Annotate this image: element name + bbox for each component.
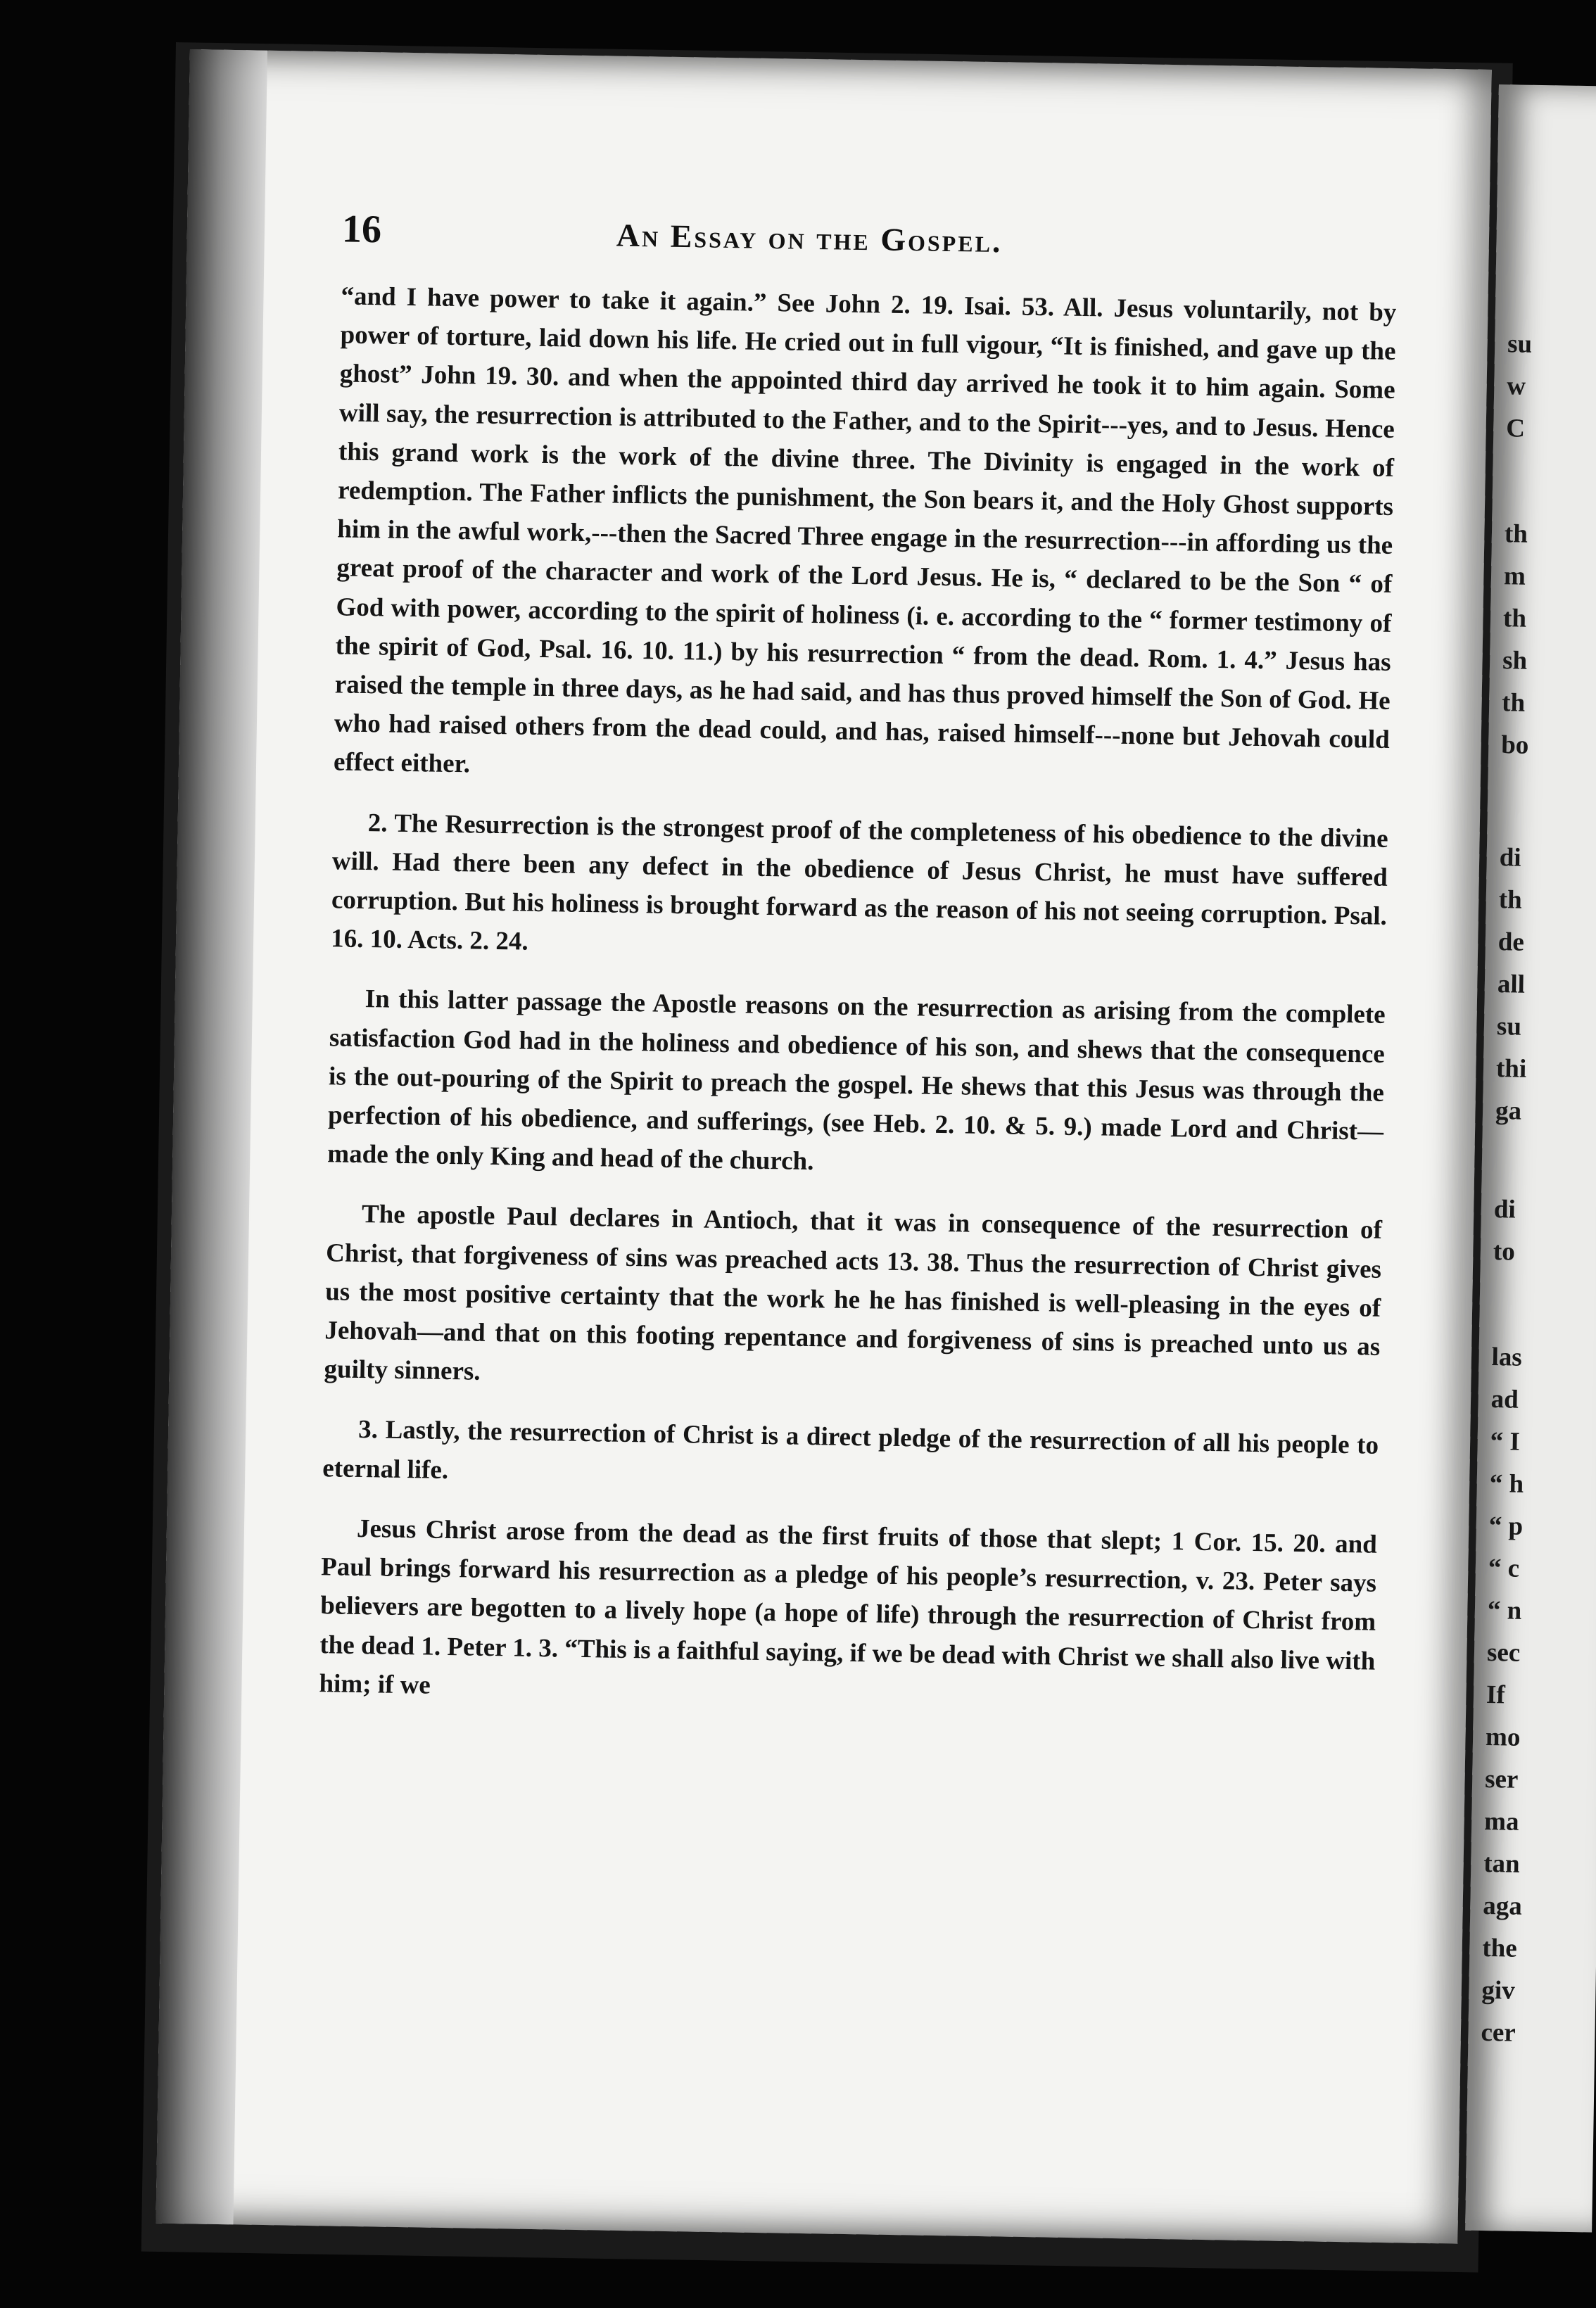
facing-page-fragment: ma	[1483, 1806, 1519, 1837]
facing-page-fragment: thi	[1495, 1054, 1527, 1084]
facing-page-fragment: de	[1497, 927, 1525, 957]
facing-page-fragment: th	[1504, 519, 1528, 549]
facing-page-fragment: giv	[1481, 1975, 1516, 2005]
facing-page-fragment: su	[1496, 1012, 1522, 1041]
facing-page-fragment: to	[1493, 1237, 1516, 1267]
facing-page-fragment: su	[1507, 329, 1533, 359]
facing-page-fragment: the	[1482, 1933, 1518, 1963]
facing-page-fragment: ad	[1490, 1385, 1519, 1414]
facing-page-fragment: di	[1493, 1195, 1516, 1224]
facing-page-fragment: ga	[1495, 1096, 1522, 1126]
paragraph-3: In this latter passage the Apostle reasons on the resurrection as arising from the complete satisfaction God had in the holiness and obedience of his son, and shews that the consequence is the out-pouring of the Spirit to preach the gospel. He shews that this Jesus was through the perfection of his obedience, and sufferings, (see Heb. 2. 10. & 5. 9.) made Lord and Christ—made the only King and head of the church.	[327, 984, 1386, 1177]
facing-page-fragment: cer	[1481, 2017, 1516, 2048]
paragraph-5: 3. Lastly, the resurrection of Christ is a direct pledge of the resurrection of all his people to eternal life.	[322, 1415, 1379, 1485]
facing-page-fragment: th	[1501, 688, 1526, 718]
facing-page-fragment: m	[1503, 562, 1526, 591]
page-number: 16	[341, 207, 382, 252]
facing-page-fragments	[1481, 84, 1596, 2048]
facing-page-fragment: “ p	[1488, 1511, 1524, 1541]
facing-page-fragment: “ I	[1490, 1427, 1521, 1457]
facing-page-fragment: “ h	[1489, 1469, 1524, 1499]
facing-page-fragment: “ c	[1488, 1554, 1520, 1583]
paragraph-2: 2. The Resurrection is the strongest proof of the completeness of his obedience to the divine will. Had there been any defect in the obedience of Jesus Christ, he must have suffered corruption. But his holiness is brought forward as the reason of his not seeing corruption. Psal. 16. 10. Acts. 2. 24.	[330, 808, 1388, 956]
facing-page-fragment: di	[1499, 843, 1521, 873]
facing-page-fragment: tan	[1483, 1849, 1521, 1879]
facing-page-fragment: sh	[1502, 646, 1528, 676]
facing-page-fragment: th	[1502, 604, 1527, 633]
facing-page-fragment: aga	[1483, 1891, 1523, 1921]
facing-page-fragment: las	[1491, 1343, 1523, 1372]
facing-page-fragment: C	[1506, 414, 1526, 443]
facing-page-fragment: “ n	[1487, 1596, 1522, 1625]
facing-page-fragment: w	[1506, 372, 1526, 401]
book-page	[156, 49, 1491, 2244]
paragraph-4: The apostle Paul declares in Antioch, that it was in consequence of the resurrection of Christ, that forgiveness of sins was preached acts 13. 38. Thus the resurrection of Christ gives us the most positive certainty that the work he he has finished is well-pleasing in the eyes of Jehovah—and that on this footing repentance and forgiveness of sins is preached unto us as guilty sinners.	[324, 1200, 1383, 1386]
paragraph-1: “and I have power to take it again.” See John 2. 19. Isai. 53. All. Jesus voluntarily, not by power of torture, laid down his life. He cried out in full vigour, “It is finished, and gave up the ghost” John 19. 30. and when the appointed third day arrived he took it to him again. Some will say, the resurrection is attributed to the Father, and to the Spirit---yes, and to Jesus. Hence this grand work is the work of the divine three. The Divinity is engaged in the work of redemption. The Father inflicts the punishment, the Son bears it, and the Holy Ghost supports him in the awful work,---then the Sacred Three engage in the resurrection---in affording us the great proof of the character and work of the Lord Jesus. He is, “ declared to be the Son “ of God with power, according to the spirit of holiness (i. e. according to the “ former testimony of the spirit of God, Psal. 16. 10. 11.) by his resurrection “ from the dead. Rom. 1. 4.” Jesus has raised the temple in three days, as he had said, and has thus proved himself the Son of God. He who had raised others from the dead could, and has, raised himself---none but Jehovah could effect either.	[333, 281, 1397, 779]
facing-page-fragment: th	[1498, 885, 1523, 915]
facing-page-fragment: ser	[1484, 1764, 1519, 1794]
running-title: An Essay on the Gospel.	[616, 217, 1003, 260]
page-content	[319, 206, 1398, 1719]
facing-page-fragment: If	[1486, 1680, 1506, 1710]
facing-page-fragment: all	[1497, 970, 1526, 999]
facing-page-fragment: sec	[1486, 1638, 1521, 1668]
running-head	[341, 206, 1398, 286]
facing-page-fragment: bo	[1500, 730, 1529, 760]
paragraph-6: Jesus Christ arose from the dead as the first fruits of those that slept; 1 Cor. 15. 20. and Paul brings forward his resurrection as a pledge of his people’s resurrection, v. 23. Peter says believers are begotten to a lively hope (a hope of life) through the resurrection of Christ from the dead 1. Peter 1. 3. “This is a faithful saying, if we be dead with Christ we shall also live with him; if we	[319, 1514, 1378, 1700]
facing-page-fragment: mo	[1485, 1722, 1521, 1752]
